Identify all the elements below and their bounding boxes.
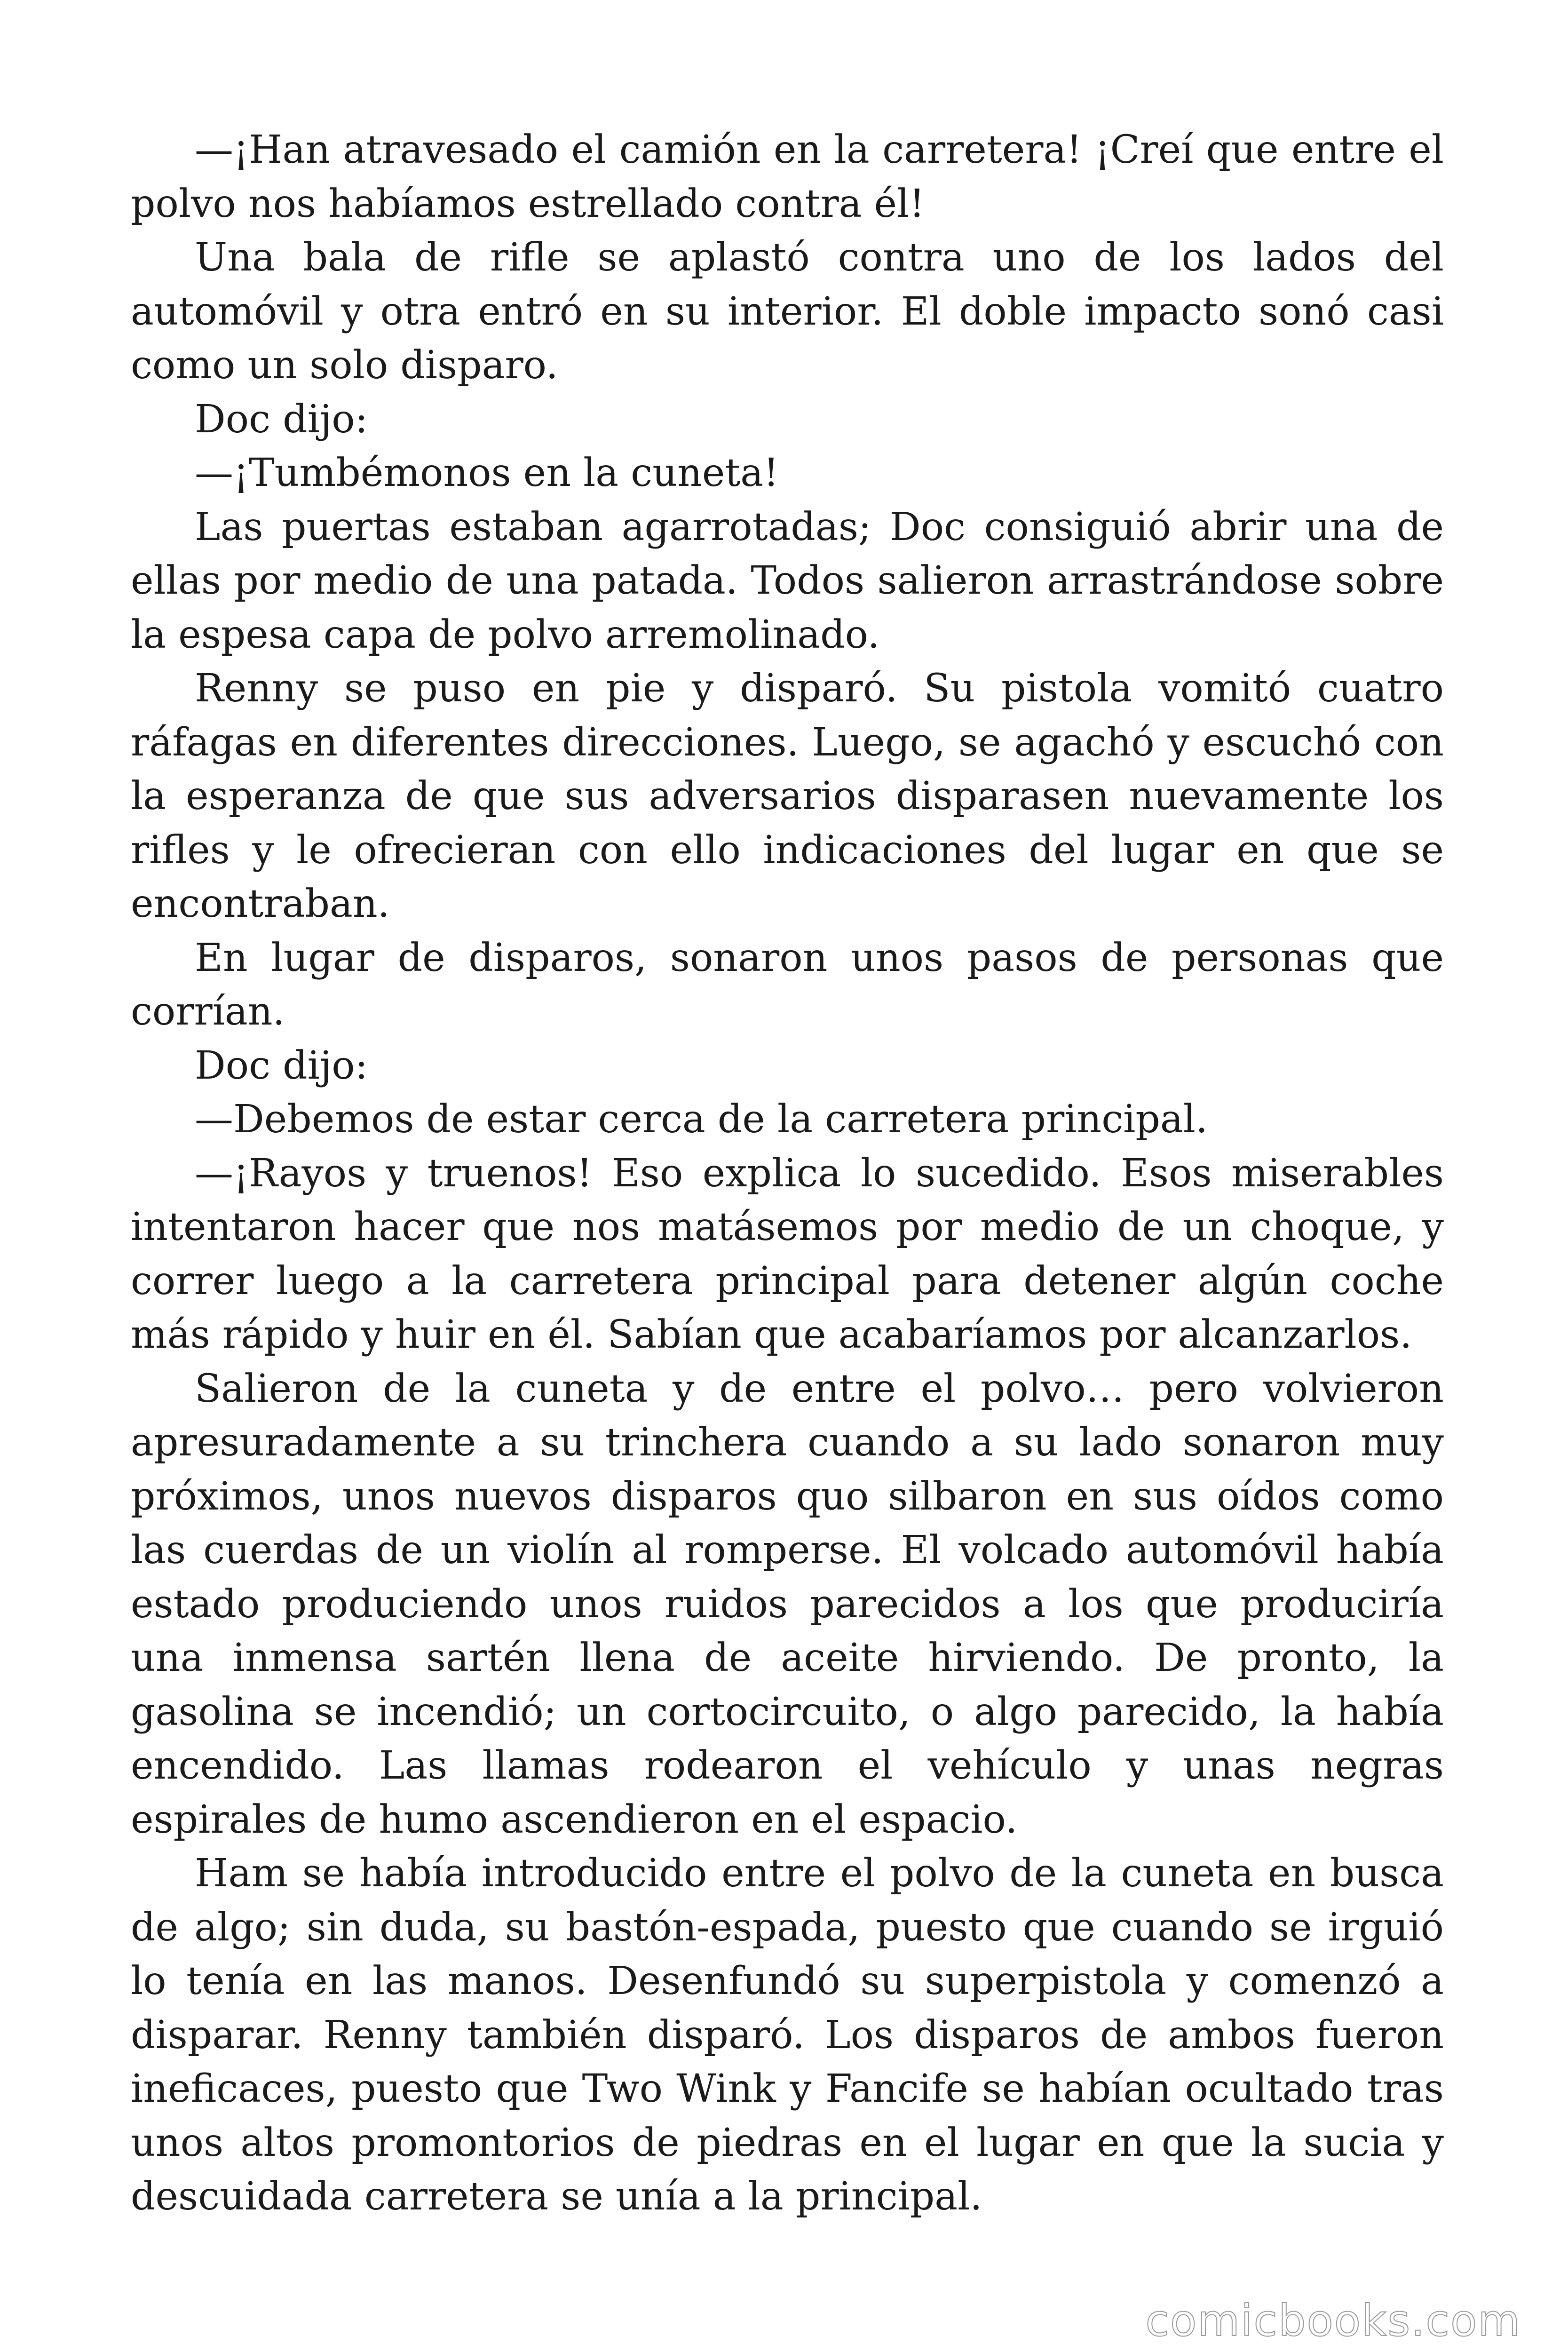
paragraph: —¡Han atravesado el camión en la carretera! ¡Creí que entre el polvo nos habíamos estrellado contra él! [131,127,1444,226]
paragraph: Ham se había introducido entre el polvo de la cuneta en busca de algo; sin duda, su bastón-espada, puesto que cuando se irguió lo tenía en las manos. Desenfundó su superpistola y comenzó a disparar. Renny también disparó. Los disparos de ambos fueron ineficaces, puesto que Two Wink y Fancife se habían ocultado tras unos altos promontorios de piedras en el lugar en que la sucia y descuidada carretera se unía a la principal. [131,1851,1444,2219]
paragraph: —¡Rayos y truenos! Eso explica lo sucedido. Esos miserables intentaron hacer que nos matásemos por medio de un choque, y correr luego a la carretera principal para detener algún coche más rápido y huir en él. Sabían que acabaríamos por alcanzarlos. [131,1151,1444,1357]
paragraph: Renny se puso en pie y disparó. Su pistola vomitó cuatro ráfagas en diferentes direcciones. Luego, se agachó y escuchó con la esperanza de que sus adversarios disparasen nuevamente los rifles y le ofrecieran con ello indicaciones del lugar en que se encontraban. [131,666,1444,926]
paragraph: Doc dijo: [195,397,368,442]
paragraph: En lugar de disparos, sonaron unos pasos de personas que corrían. [131,935,1444,1034]
watermark: comicbooks.com [1145,2296,1521,2346]
paragraph: Doc dijo: [195,1043,368,1088]
paragraph: Una bala de rifle se aplastó contra uno de los lados del automóvil y otra entró en su interior. El doble impacto sonó casi como un solo disparo. [131,235,1444,388]
paragraph: Las puertas estaban agarrotadas; Doc consiguió abrir una de ellas por medio de una patada. Todos salieron arrastrándose sobre la espesa capa de polvo arremolinado. [131,504,1444,657]
paragraph: —¡Tumbémonos en la cuneta! [195,451,779,495]
body-text [131,123,1444,2224]
paragraph: —Debemos de estar cerca de la carretera principal. [195,1097,1208,1142]
paragraph: Salieron de la cuneta y de entre el polvo… pero volvieron apresuradamente a su trinchera cuando a su lado sonaron muy próximos, unos nuevos disparos quo silbaron en sus oídos como las cuerdas de un violín al romperse. El volcado automóvil había estado produciendo unos ruidos parecidos a los que produciría una inmensa sartén llena de aceite hirviendo. De pronto, la gasolina se incendió; un cortocircuito, o algo parecido, la había encendido. Las llamas rodearon el vehículo y unas negras espirales de humo ascendieron en el espacio. [131,1366,1444,1842]
